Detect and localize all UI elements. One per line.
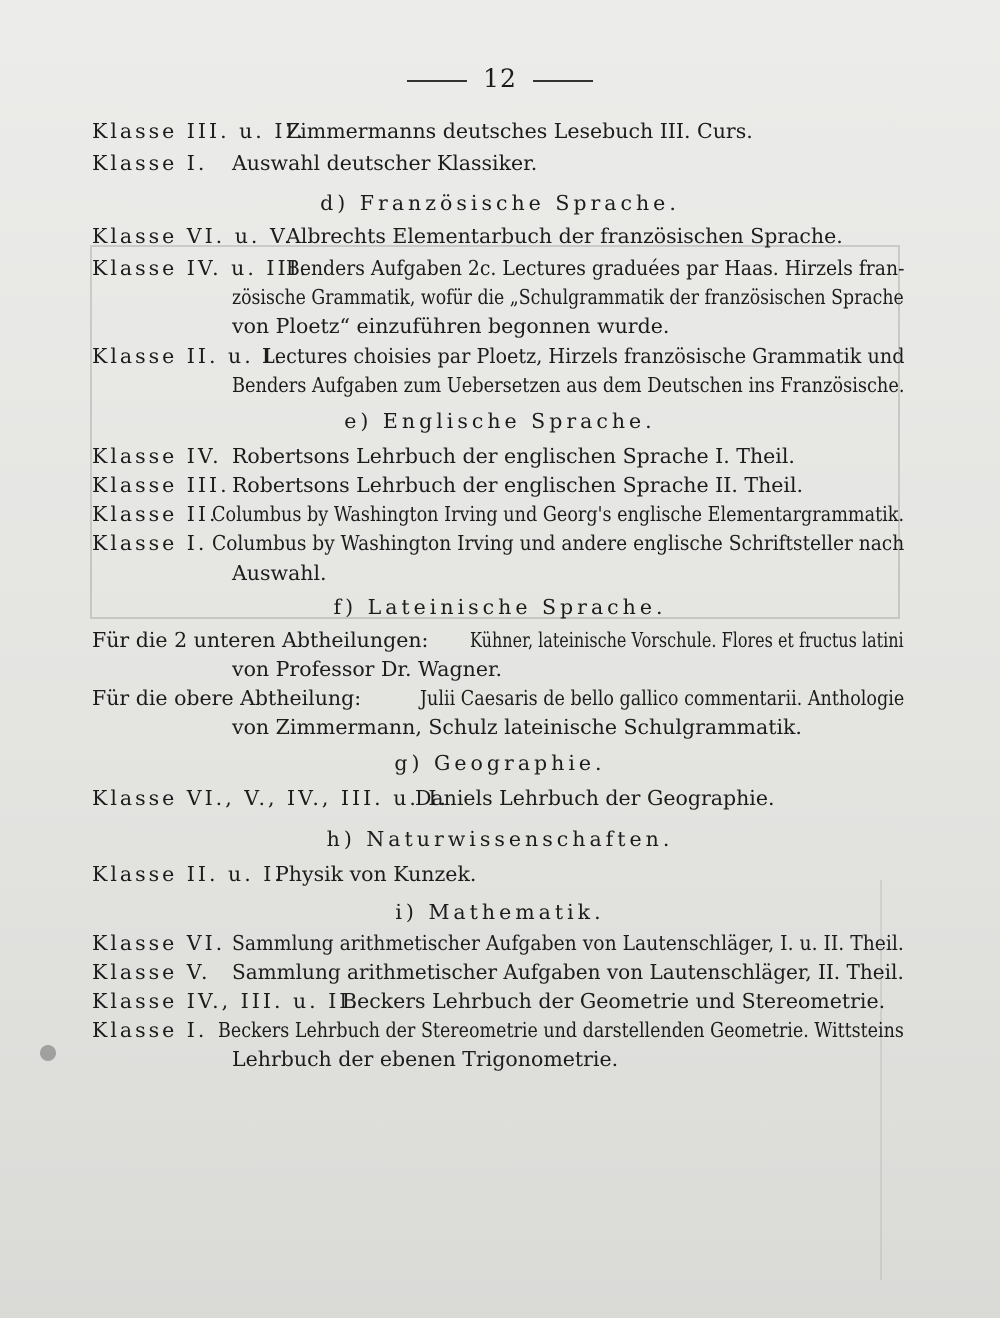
- text-line: [232, 930, 904, 956]
- line-label: Klasse I.: [92, 1018, 208, 1042]
- line-label: Klasse IV.: [92, 444, 222, 468]
- text-line: [92, 959, 211, 985]
- section-heading-latin: f) Lateinische Sprache.: [333, 595, 667, 619]
- text-line: [92, 150, 207, 176]
- line-text: Sammlung arithmetischer Aufgaben von Lautenschläger, II. Theil.: [232, 960, 904, 984]
- text-line: [232, 560, 327, 586]
- text-line: [415, 785, 775, 811]
- text-line: [262, 343, 904, 369]
- line-text: Kühner, lateinische Vorschule. Flores et fructus latini: [470, 628, 904, 652]
- line-text: Lehrbuch der ebenen Trigonometrie.: [232, 1047, 619, 1071]
- line-text: Beckers Lehrbuch der Stereometrie und darstellenden Geometrie. Wittsteins: [218, 1018, 904, 1042]
- section-heading-geography: g) Geographie.: [394, 751, 606, 775]
- line-label: Klasse I.: [92, 151, 208, 175]
- text-line: [232, 656, 502, 682]
- header-rule-right: [533, 80, 593, 82]
- page-number: 12: [483, 64, 517, 93]
- text-line: [275, 861, 476, 887]
- line-label: Klasse VI.: [92, 931, 226, 955]
- text-line: [92, 861, 284, 887]
- text-line: [92, 685, 361, 711]
- text-line: [92, 443, 222, 469]
- line-text: Physik von Kunzek.: [275, 862, 477, 886]
- line-label: Klasse III.: [92, 473, 230, 497]
- line-text: Julii Caesaris de bello gallico commentarii. Anthologie: [420, 686, 905, 710]
- section-heading-natural-sciences: h) Naturwissenschaften.: [326, 827, 674, 851]
- line-label: Klasse I.: [92, 531, 208, 555]
- line-text: Robertsons Lehrbuch der englischen Sprache I. Theil.: [232, 444, 795, 468]
- line-label: Klasse II. u. I.: [92, 862, 284, 886]
- line-label: Klasse IV., III. u. II.: [92, 989, 360, 1013]
- line-text: Robertsons Lehrbuch der englischen Sprache II. Theil.: [232, 473, 804, 497]
- text-line: [92, 343, 284, 369]
- line-text: Zimmermanns deutsches Lesebuch III. Curs.: [286, 119, 753, 143]
- line-text: zösische Grammatik, wofür die „Schulgrammatik der französischen Sprache: [232, 285, 904, 309]
- text-line: [212, 530, 904, 556]
- line-text: von Ploetz“ einzuführen begonnen wurde.: [232, 314, 670, 338]
- text-line: [92, 988, 360, 1014]
- text-line: [92, 118, 306, 144]
- line-text: Albrechts Elementarbuch der französischen Sprache.: [286, 224, 843, 248]
- text-line: [232, 372, 904, 398]
- text-line: [92, 930, 225, 956]
- section-heading-english: e) Englische Sprache.: [344, 409, 656, 433]
- text-line: [286, 118, 753, 144]
- line-text: Daniels Lehrbuch der Geographie.: [415, 786, 775, 810]
- text-line: [232, 443, 795, 469]
- line-label: Klasse VI. u. V.: [92, 224, 294, 248]
- text-line: [232, 472, 803, 498]
- text-line: [92, 472, 230, 498]
- line-text: Benders Aufgaben 2c. Lectures graduées par Haas. Hirzels fran-: [286, 256, 905, 280]
- page-header: [0, 64, 1000, 93]
- text-line: [218, 1017, 904, 1043]
- text-line: [232, 714, 802, 740]
- line-label: Klasse VI., V., IV., III. u. I.: [92, 786, 450, 810]
- line-label: Klasse IV. u. III.: [92, 256, 310, 280]
- line-label: Klasse V.: [92, 960, 211, 984]
- text-line: [232, 959, 904, 985]
- ink-spot: [40, 1045, 56, 1061]
- text-line: [470, 627, 904, 653]
- text-line: [92, 223, 294, 249]
- line-label: Für die 2 unteren Abtheilungen:: [92, 628, 429, 652]
- line-text: Sammlung arithmetischer Aufgaben von Lautenschläger, I. u. II. Theil.: [232, 931, 904, 955]
- text-line: [232, 1046, 618, 1072]
- text-line: [342, 988, 885, 1014]
- text-line: [92, 530, 207, 556]
- line-label: Klasse III. u. II.: [92, 119, 307, 143]
- line-text: Lectures choisies par Ploetz, Hirzels französische Grammatik und: [262, 344, 905, 368]
- line-text: Auswahl.: [232, 561, 327, 585]
- text-line: [420, 685, 904, 711]
- text-line: [286, 255, 904, 281]
- text-line: [212, 501, 904, 527]
- header-rule-left: [407, 80, 467, 82]
- line-text: Columbus by Washington Irving und Georg's englische Elementargrammatik.: [212, 502, 905, 526]
- text-line: [232, 150, 537, 176]
- line-text: Auswahl deutscher Klassiker.: [232, 151, 538, 175]
- text-line: [92, 627, 428, 653]
- text-line: [92, 785, 449, 811]
- section-heading-french: d) Französische Sprache.: [320, 191, 680, 215]
- line-text: von Professor Dr. Wagner.: [232, 657, 503, 681]
- text-line: [92, 1017, 207, 1043]
- line-label: Klasse II. u. I.: [92, 344, 284, 368]
- text-line: [92, 255, 309, 281]
- line-text: von Zimmermann, Schulz lateinische Schulgrammatik.: [232, 715, 802, 739]
- line-text: Beckers Lehrbuch der Geometrie und Stereometrie.: [342, 989, 886, 1013]
- line-label: Für die obere Abtheilung:: [92, 686, 362, 710]
- line-text: Columbus by Washington Irving und andere englische Schriftsteller nach: [212, 531, 905, 555]
- text-line: [92, 501, 219, 527]
- text-line: [232, 284, 904, 310]
- text-line: [232, 313, 669, 339]
- text-line: [286, 223, 843, 249]
- line-label: Klasse II.: [92, 502, 219, 526]
- line-text: Benders Aufgaben zum Uebersetzen aus dem Deutschen ins Französische.: [232, 373, 905, 397]
- section-heading-mathematics: i) Mathematik.: [395, 900, 605, 924]
